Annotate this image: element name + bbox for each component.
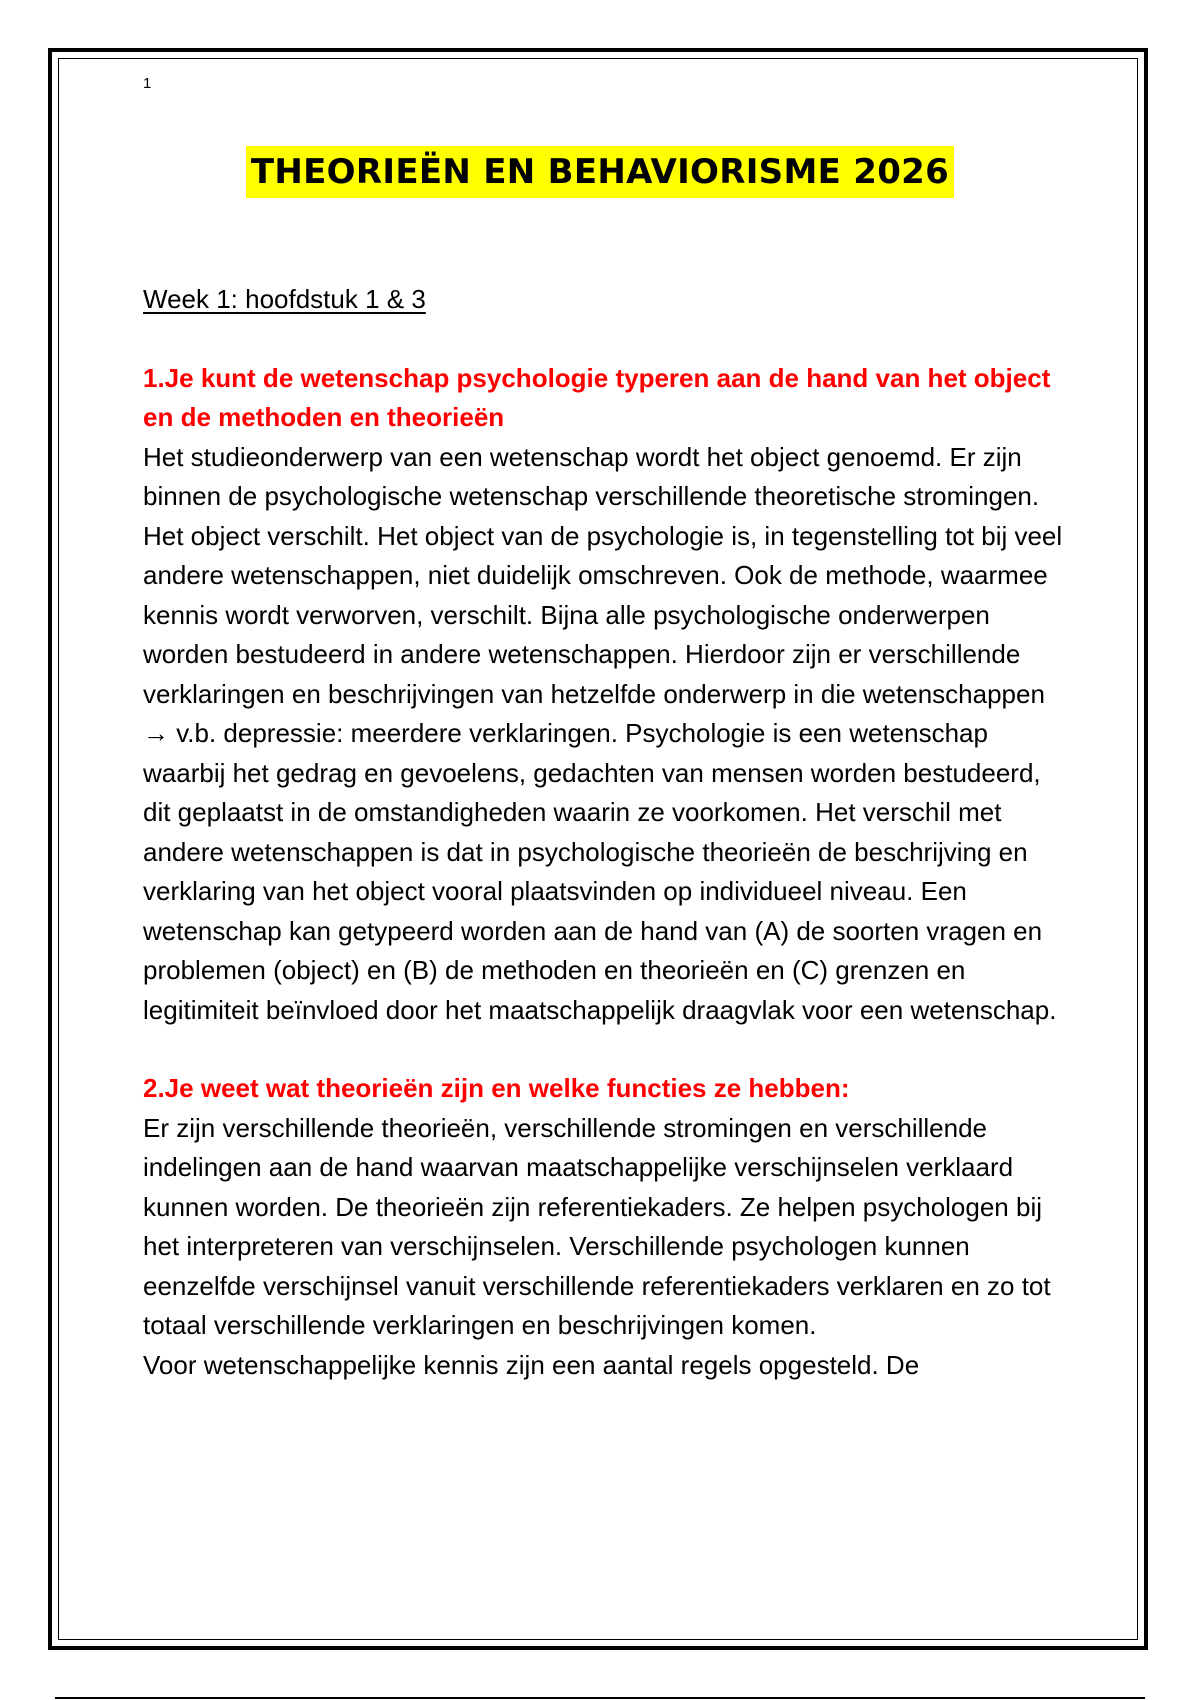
section-1-heading: 1.Je kunt de wetenschap psychologie typeren aan de hand van het object en de methoden en theorieën	[143, 362, 1051, 432]
document-body	[143, 280, 1073, 1385]
page-number: 1	[143, 75, 152, 92]
document-title: THEORIEËN EN BEHAVIORISME 2026	[246, 146, 954, 198]
section-2-body: Er zijn verschillende theorieën, verschillende stromingen en verschillende indelingen aan de hand waarvan maatschappelijke verschijnselen verklaard kunnen worden. De theorieën zijn referentiekaders. Ze helpen psychologen bij het interpreteren van verschijnselen. Verschillende psychologen kunnen eenzelfde verschijnsel vanuit verschillende referentiekaders verklaren en zo tot totaal verschillende verklaringen en beschrijvingen komen.	[143, 1112, 1051, 1340]
section-2-heading: 2.Je weet wat theorieën zijn en welke functies ze hebben:	[143, 1073, 850, 1103]
title-container	[0, 146, 1200, 198]
section-1-body: Het studieonderwerp van een wetenschap wordt het object genoemd. Er zijn binnen de psychologische wetenschap verschillende theoretische stromingen. Het object verschilt. Het object van de psychologie is, in tegenstelling tot bij veel andere wetenschappen, niet duidelijk omschreven. Ook de methode, waarmee kennis wordt verworven, verschilt. Bijna alle psychologische onderwerpen worden bestudeerd in andere wetenschappen. Hierdoor zijn er verschillende verklaringen en beschrijvingen van hetzelfde onderwerp in die wetenschappen → v.b. depressie: meerdere verklaringen. Psychologie is een wetenschap waarbij het gedrag en gevoelens, gedachten van mensen worden bestudeerd, dit geplaatst in de omstandigheden waarin ze voorkomen. Het verschil met andere wetenschappen is dat in psychologische theorieën de beschrijving en verklaring van het object vooral plaatsvinden op individueel niveau. Een wetenschap kan getypeerd worden aan de hand van (A) de soorten vragen en problemen (object) en (B) de methoden en theorieën en (C) grenzen en legitimiteit beïnvloed door het maatschappelijk draagvlak voor een wetenschap.	[143, 441, 1063, 1025]
week-label: Week 1: hoofdstuk 1 & 3	[143, 284, 426, 314]
section-spacer	[143, 1030, 1073, 1069]
page-bottom-rule	[55, 1697, 1145, 1699]
section-2-body-continued: Voor wetenschappelijke kennis zijn een aantal regels opgesteld. De	[143, 1349, 920, 1380]
